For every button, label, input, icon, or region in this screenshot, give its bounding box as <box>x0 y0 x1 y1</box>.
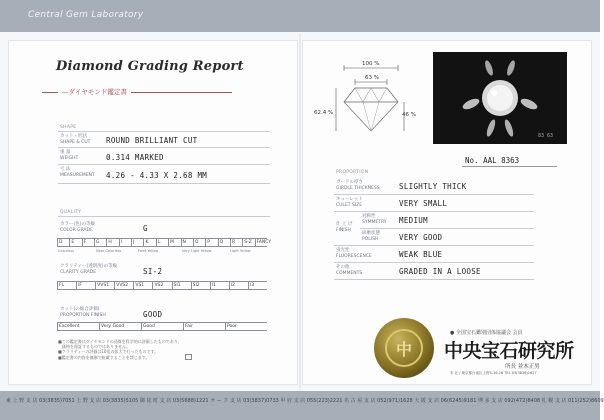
clarity-scale-cell: I2 <box>229 282 248 290</box>
girdle-label <box>336 180 380 191</box>
comments-label <box>336 265 362 276</box>
color-scale-cell: O <box>193 239 205 247</box>
color-scale-cell: FANCY <box>256 240 272 245</box>
shape-label <box>60 134 90 145</box>
ring-photo <box>433 52 567 144</box>
color-scale-cell: M <box>168 239 180 247</box>
color-grade-label <box>60 222 95 233</box>
clarity-scale-cell: VVS1 <box>95 282 114 290</box>
divider <box>360 228 534 229</box>
culet-label <box>336 197 363 208</box>
fluorescence-label <box>336 248 372 259</box>
clarity-scale-cell: SI1 <box>172 282 191 290</box>
polish-value: VERY GOOD <box>399 233 443 242</box>
divider <box>334 279 534 280</box>
stamp-box <box>185 354 192 360</box>
section-quality: QUALITY <box>60 210 82 215</box>
finish-group-jp: 仕 上 げ <box>336 222 353 227</box>
color-scale-cell: E <box>69 239 81 247</box>
finish-group-en: FINISH <box>336 227 351 233</box>
clarity-scale-cell: VS2 <box>152 282 171 290</box>
notes <box>58 339 288 360</box>
symmetry-label-jp: 対称性 <box>362 214 376 219</box>
polish-label <box>362 231 380 242</box>
measurement-value: 4.26 - 4.33 X 2.68 MM <box>106 171 208 180</box>
section-shape: SHAPE <box>60 125 77 130</box>
crown-percent: 63 % <box>365 75 379 81</box>
cut-scale-cell: Poor <box>225 323 267 331</box>
weight-value: 0.314 MARKED <box>106 153 164 162</box>
divider <box>334 211 534 212</box>
color-label-en: COLOR GRADE <box>60 227 93 233</box>
note-line: 価格を保証するものではありません。 <box>58 344 131 350</box>
divider <box>58 183 270 184</box>
clarity-scale-cell: I3 <box>248 282 267 290</box>
divider <box>58 131 270 132</box>
divider <box>58 164 270 165</box>
polish-label-en: POLISH <box>362 236 379 242</box>
report-number-underline <box>462 166 557 167</box>
girdle-label-en: GIRDLE THICKNESS <box>336 185 380 191</box>
cut-scale-cell: Very Good <box>99 323 141 331</box>
section-proportion: PROPORTION <box>336 170 369 175</box>
color-caption: Near Colorless <box>96 249 122 253</box>
symmetry-value: MEDIUM <box>399 216 428 225</box>
branch-list: 東 上 野 支 店 03(3835)7051 上 野 支 店 03(3835)5105 御 徒 町 支 店 03(5688)1221 オ ー ク 支 店 03(3837)0733 甲 府 支 店 055(223)2221 名 古 屋 支 店 052(971)1628 大 阪 支 店 06(6245)9181 博 多 支 店 092(472)8408 札 幌 支 店 011(252)8609 <box>6 398 604 404</box>
color-caption: Light Yellow <box>230 249 251 253</box>
color-scale-cell: R <box>230 239 242 247</box>
lab-address: 本 社 / 東京都台東区上野5-16-16 TEL 03(3836)1627 <box>450 371 537 375</box>
color-caption: Very Light Yellow <box>182 249 212 253</box>
color-scale-cell: F <box>82 239 94 247</box>
association-member: ● 全国宝石鑑別団体協議会 会員 <box>450 330 523 336</box>
lab-brand: Central Gem Laboratory <box>28 10 144 20</box>
ring-image <box>433 52 567 144</box>
report-no-label: No. <box>465 156 479 165</box>
color-scale-cell: H <box>106 239 118 247</box>
footer-bar <box>0 391 604 420</box>
note-line: ■鑑定書の内容を無断で転載することを禁じます。 <box>58 354 150 360</box>
symmetry-label <box>362 214 387 225</box>
color-scale-cell: Q <box>218 239 230 247</box>
color-grade-value: G <box>143 224 148 233</box>
cut-scale-cell: Fair <box>183 323 225 331</box>
measurement-label-jp: 寸 法 <box>60 167 71 172</box>
color-caption: Colorless <box>58 249 74 253</box>
cut-label-jp: カット(の総合評価) <box>60 307 100 312</box>
polish-label-jp: 研磨状態 <box>362 231 380 236</box>
report-subtitle: —ダイヤモンド鑑定書 <box>58 87 131 96</box>
cut-grade-scale <box>57 322 267 331</box>
shape-label-en: SHAPE & CUT <box>60 139 91 145</box>
report-title: Diamond Grading Report <box>56 59 244 74</box>
diamond-proportion-diagram <box>316 58 426 138</box>
weight-label-jp: 重 量 <box>60 150 71 155</box>
weight-label-en: WEIGHT <box>60 155 79 161</box>
center-fold <box>299 34 301 390</box>
clarity-scale-cell: VS1 <box>133 282 152 290</box>
comments-label-en: COMMENTS <box>336 270 363 276</box>
color-scale-cell: P <box>205 239 217 247</box>
director-name: 所長 並木正男 <box>505 364 540 370</box>
note-line: ■この鑑定書はダイヤモンドの品質を科学的に評価したものであり、 <box>58 339 182 344</box>
finish-group-label <box>336 222 352 233</box>
seal-emblem: 中 <box>396 340 413 359</box>
color-scale-cell: G <box>94 239 106 247</box>
report-number <box>465 156 519 165</box>
color-scale-cell: J <box>131 239 143 247</box>
girdle-label-jp: ガードル厚さ <box>336 180 363 185</box>
shape-label-jp: カット・形状 <box>60 134 87 139</box>
clarity-scale-cell: SI2 <box>191 282 210 290</box>
culet-label-jp: キューレット <box>336 197 363 202</box>
culet-label-en: CULET SIZE <box>336 202 363 208</box>
shape-value: ROUND BRILLIANT CUT <box>106 136 198 145</box>
color-scale-cell: I <box>119 239 131 247</box>
divider <box>334 245 534 246</box>
depth-percent: 62.4 % <box>314 110 334 116</box>
fluorescence-label-en: FLUORESCENCE <box>336 253 372 259</box>
pavilion-percent: 46 % <box>402 112 416 118</box>
photo-id: 83 63 <box>538 133 554 139</box>
clarity-scale-cell: IF <box>76 282 95 290</box>
clarity-grade-scale <box>57 281 267 290</box>
clarity-scale-cell: I1 <box>210 282 229 290</box>
color-scale-cell: D <box>57 239 69 247</box>
cut-scale-cell: Good <box>141 323 183 331</box>
cut-scale-cell: Excellent <box>57 323 99 331</box>
culet-value: VERY SMALL <box>399 199 448 208</box>
fluorescence-label-jp: 蛍光性 <box>336 248 350 253</box>
divider <box>58 216 270 217</box>
weight-label <box>60 150 78 161</box>
girdle-value: SLIGHTLY THICK <box>399 182 467 191</box>
divider <box>334 262 534 263</box>
report-no-value: AAL 8363 <box>483 156 520 165</box>
cut-grade-value: GOOD <box>143 310 163 319</box>
color-scale-cell: K <box>143 239 155 247</box>
color-grade-scale <box>57 238 272 247</box>
measurement-label-en: MEASUREMENT <box>60 172 95 178</box>
cut-grade-label <box>60 307 106 318</box>
clarity-label-jp: クラリティー(透明度)の等級 <box>60 264 118 269</box>
color-scale-cell: L <box>156 239 168 247</box>
divider <box>334 194 534 195</box>
fluorescence-value: WEAK BLUE <box>399 250 443 259</box>
header-bar <box>0 0 600 32</box>
color-scale-cell: S-Z <box>242 239 254 247</box>
laboratory-name: 中央宝石研究所 <box>444 340 574 362</box>
table-percent: 100 % <box>362 61 380 67</box>
color-scale-cell: N <box>181 239 193 247</box>
color-caption: Faint Yellow <box>138 249 159 253</box>
color-label-jp: カラー(色)の等級 <box>60 222 96 227</box>
divider <box>58 147 270 148</box>
clarity-scale-cell: VVS2 <box>114 282 133 290</box>
symmetry-label-en: SYMMETRY <box>362 219 387 225</box>
measurement-label <box>60 167 95 178</box>
comments-label-jp: その他 <box>336 265 350 270</box>
note-line: ■クラリティーの評価は10倍の拡大で行ったものです。 <box>58 349 159 355</box>
clarity-label-en: CLARITY GRADE <box>60 269 97 275</box>
clarity-grade-label <box>60 264 117 275</box>
clarity-grade-value: SI-2 <box>143 267 163 276</box>
comments-value: GRADED IN A LOOSE <box>399 267 481 276</box>
cut-label-en: PROPORTION FINISH <box>60 312 106 318</box>
clarity-scale-cell: FL <box>57 282 76 290</box>
